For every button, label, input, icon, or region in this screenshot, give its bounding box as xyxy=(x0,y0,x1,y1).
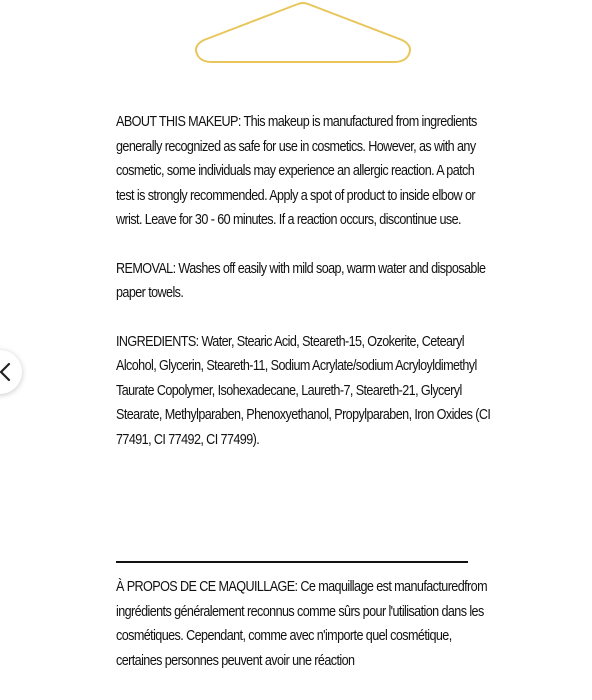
about-makeup-paragraph: ABOUT THIS MAKEUP: This makeup is manufactured from ingredients generally recognized as safe for use in cosmetics. However, as with any cosmetic, some individuals may experience an allergic reaction. A patch test is strongly recommended. Apply a spot of product to inside elbow or wrist. Leave for 30 - 60 minutes. If a reaction occurs, discontinue use. xyxy=(116,113,477,228)
ingredients-paragraph: INGREDIENTS: Water, Stearic Acid, Steareth-15, Ozokerite, Cetearyl Alcohol, Glycerin, Steareth-11, Sodium Acrylate/sodium Acryloyldimethyl Taurate Copolymer, Isohexadecane, Laureth-7, Steareth-21, Glyceryl Stearate, Methylparaben, Phenoxyethanol, Propylparaben, Iron Oxides (CI 77491, CI 77492, CI 77499). xyxy=(116,332,491,448)
label-text-english xyxy=(116,110,491,476)
hanger-hole-icon xyxy=(190,0,416,70)
about-makeup-paragraph-fr: À PROPOS DE CE MAQUILLAGE: Ce maquillage est manufacturedfrom ingrédients généralement reconnus comme sûrs pour l'utilisation dans les cosmétiques. Cependant, comme avec n'importe quel cosmétique, certaines personnes peuvent avoir une réaction xyxy=(116,578,487,669)
section-divider xyxy=(116,561,468,563)
previous-image-button[interactable] xyxy=(0,350,22,394)
label-text-french xyxy=(116,575,494,673)
removal-paragraph: REMOVAL: Washes off easily with mild soap, warm water and disposable paper towels. xyxy=(116,259,486,301)
chevron-left-icon xyxy=(0,362,12,382)
